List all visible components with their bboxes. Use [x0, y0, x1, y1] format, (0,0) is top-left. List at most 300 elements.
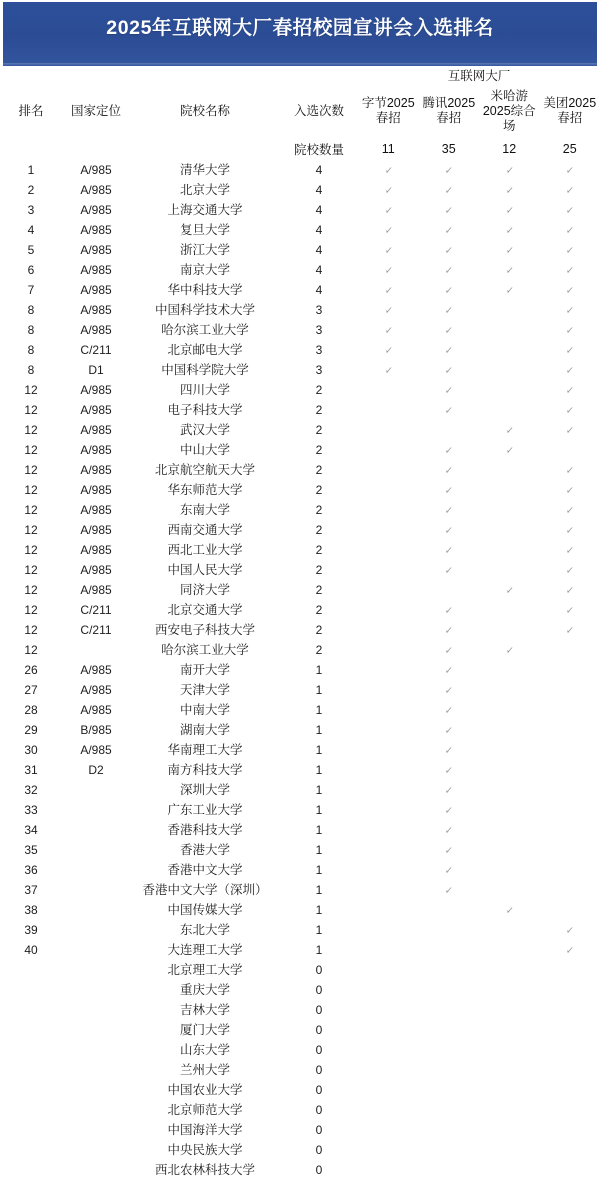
- check-icon: ✓: [505, 286, 514, 298]
- row-rank: 31: [0, 760, 62, 780]
- row-mark-tencent: [419, 720, 480, 740]
- row-mark-mihoyo: [479, 360, 540, 380]
- row-rank: 12: [0, 500, 62, 520]
- row-school: 北京交通大学: [130, 600, 280, 620]
- row-mark-tencent: [419, 300, 480, 320]
- row-mark-tencent: [419, 740, 480, 760]
- row-tier: [62, 1080, 130, 1100]
- row-tier: [62, 800, 130, 820]
- row-rank: 39: [0, 920, 62, 940]
- row-mark-bytedance: [358, 780, 419, 800]
- table-row: [0, 860, 600, 880]
- check-icon: ✓: [505, 446, 514, 458]
- table-row: [0, 820, 600, 840]
- row-mark-meituan: [540, 640, 600, 660]
- row-mark-tencent: [419, 1100, 480, 1120]
- row-tier: A/985: [62, 240, 130, 260]
- row-rank: [0, 1020, 62, 1040]
- row-school: 吉林大学: [130, 1000, 280, 1020]
- table-row: [0, 500, 600, 520]
- row-mark-bytedance: [358, 820, 419, 840]
- count-row-label: 院校数量: [280, 138, 358, 160]
- row-count: 1: [280, 940, 358, 960]
- row-tier: [62, 1040, 130, 1060]
- row-mark-meituan: [540, 1060, 600, 1080]
- check-icon: ✓: [384, 206, 393, 218]
- check-icon: ✓: [384, 366, 393, 378]
- row-mark-tencent: [419, 260, 480, 280]
- row-school: 中国农业大学: [130, 1080, 280, 1100]
- row-mark-tencent: [419, 1120, 480, 1140]
- table-row: [0, 700, 600, 720]
- row-rank: [0, 1040, 62, 1060]
- check-icon: ✓: [565, 626, 574, 638]
- table-row: [0, 1020, 600, 1040]
- row-rank: 12: [0, 580, 62, 600]
- row-mark-mihoyo: [479, 540, 540, 560]
- title-banner: [3, 2, 597, 66]
- check-icon: ✓: [565, 386, 574, 398]
- row-count: 1: [280, 880, 358, 900]
- row-rank: 12: [0, 640, 62, 660]
- row-tier: A/985: [62, 680, 130, 700]
- row-tier: D1: [62, 360, 130, 380]
- row-mark-meituan: [540, 440, 600, 460]
- row-school: 香港中文大学（深圳）: [130, 880, 280, 900]
- row-count: 0: [280, 980, 358, 1000]
- row-tier: D2: [62, 760, 130, 780]
- row-mark-meituan: [540, 860, 600, 880]
- row-tier: [62, 840, 130, 860]
- row-mark-meituan: [540, 220, 600, 240]
- row-rank: 40: [0, 940, 62, 960]
- col-header-count: 入选次数: [280, 84, 358, 138]
- col-header-school: 院校名称: [130, 84, 280, 138]
- row-rank: 2: [0, 180, 62, 200]
- table-row: [0, 720, 600, 740]
- table-row: [0, 920, 600, 940]
- row-mark-tencent: [419, 520, 480, 540]
- row-tier: A/985: [62, 300, 130, 320]
- row-count: 0: [280, 1040, 358, 1060]
- table-row: [0, 160, 600, 180]
- check-icon: ✓: [384, 306, 393, 318]
- row-mark-mihoyo: [479, 400, 540, 420]
- row-mark-meituan: [540, 820, 600, 840]
- row-count: 1: [280, 760, 358, 780]
- row-rank: [0, 980, 62, 1000]
- row-count: 4: [280, 220, 358, 240]
- row-school: 清华大学: [130, 160, 280, 180]
- check-icon: ✓: [444, 606, 453, 618]
- row-mark-meituan: [540, 520, 600, 540]
- row-tier: [62, 980, 130, 1000]
- row-mark-bytedance: [358, 920, 419, 940]
- row-mark-meituan: [540, 600, 600, 620]
- row-count: 3: [280, 300, 358, 320]
- row-mark-mihoyo: [479, 640, 540, 660]
- row-mark-meituan: [540, 940, 600, 960]
- row-tier: [62, 860, 130, 880]
- check-icon: ✓: [444, 366, 453, 378]
- table-row: [0, 940, 600, 960]
- row-rank: 33: [0, 800, 62, 820]
- row-mark-meituan: [540, 420, 600, 440]
- row-mark-bytedance: [358, 1140, 419, 1160]
- row-tier: [62, 900, 130, 920]
- row-mark-meituan: [540, 160, 600, 180]
- row-mark-bytedance: [358, 960, 419, 980]
- count-row-blank-rank: [0, 138, 62, 160]
- row-mark-bytedance: [358, 980, 419, 1000]
- table-row: [0, 180, 600, 200]
- page-title: 2025年互联网大厂春招校园宣讲会入选排名: [106, 12, 493, 40]
- row-mark-mihoyo: [479, 180, 540, 200]
- row-mark-mihoyo: [479, 860, 540, 880]
- check-icon: ✓: [444, 386, 453, 398]
- row-count: 2: [280, 460, 358, 480]
- check-icon: ✓: [565, 426, 574, 438]
- row-tier: A/985: [62, 420, 130, 440]
- row-rank: 12: [0, 600, 62, 620]
- row-mark-mihoyo: [479, 820, 540, 840]
- row-mark-bytedance: [358, 760, 419, 780]
- row-mark-mihoyo: [479, 960, 540, 980]
- row-rank: 12: [0, 540, 62, 560]
- row-school: 香港科技大学: [130, 820, 280, 840]
- row-tier: [62, 1140, 130, 1160]
- row-rank: [0, 1080, 62, 1100]
- row-school: 天津大学: [130, 680, 280, 700]
- check-icon: ✓: [444, 706, 453, 718]
- row-mark-meituan: [540, 800, 600, 820]
- check-icon: ✓: [444, 446, 453, 458]
- row-count: 2: [280, 380, 358, 400]
- row-tier: A/985: [62, 520, 130, 540]
- row-mark-meituan: [540, 1100, 600, 1120]
- row-mark-meituan: [540, 540, 600, 560]
- row-rank: 32: [0, 780, 62, 800]
- ranking-rows: [0, 160, 600, 1180]
- row-mark-meituan: [540, 300, 600, 320]
- row-rank: 7: [0, 280, 62, 300]
- row-school: 哈尔滨工业大学: [130, 320, 280, 340]
- row-count: 1: [280, 900, 358, 920]
- row-mark-tencent: [419, 980, 480, 1000]
- ranking-table: [0, 66, 600, 1180]
- row-mark-mihoyo: [479, 560, 540, 580]
- row-mark-bytedance: [358, 180, 419, 200]
- row-school: 西北农林科技大学: [130, 1160, 280, 1180]
- row-mark-meituan: [540, 1160, 600, 1180]
- row-mark-mihoyo: [479, 460, 540, 480]
- row-school: 西北工业大学: [130, 540, 280, 560]
- table-row: [0, 580, 600, 600]
- row-tier: A/985: [62, 560, 130, 580]
- row-mark-mihoyo: [479, 1020, 540, 1040]
- row-mark-bytedance: [358, 240, 419, 260]
- row-rank: 5: [0, 240, 62, 260]
- row-count: 4: [280, 160, 358, 180]
- check-icon: ✓: [444, 566, 453, 578]
- row-count: 2: [280, 580, 358, 600]
- check-icon: ✓: [384, 286, 393, 298]
- count-row-blank-school: [130, 138, 280, 160]
- check-icon: ✓: [444, 206, 453, 218]
- row-mark-tencent: [419, 840, 480, 860]
- check-icon: ✓: [505, 226, 514, 238]
- row-mark-bytedance: [358, 300, 419, 320]
- row-mark-mihoyo: [479, 620, 540, 640]
- check-icon: ✓: [565, 566, 574, 578]
- check-icon: ✓: [505, 586, 514, 598]
- row-mark-tencent: [419, 660, 480, 680]
- check-icon: ✓: [444, 786, 453, 798]
- check-icon: ✓: [565, 286, 574, 298]
- row-rank: 34: [0, 820, 62, 840]
- row-tier: A/985: [62, 200, 130, 220]
- check-icon: ✓: [444, 326, 453, 338]
- row-count: 2: [280, 540, 358, 560]
- row-school: 中山大学: [130, 440, 280, 460]
- check-icon: ✓: [565, 926, 574, 938]
- table-row: [0, 780, 600, 800]
- check-icon: ✓: [444, 246, 453, 258]
- row-mark-bytedance: [358, 540, 419, 560]
- row-mark-tencent: [419, 320, 480, 340]
- row-mark-meituan: [540, 1080, 600, 1100]
- row-mark-bytedance: [358, 720, 419, 740]
- check-icon: ✓: [565, 246, 574, 258]
- row-mark-bytedance: [358, 640, 419, 660]
- row-mark-tencent: [419, 940, 480, 960]
- row-mark-mihoyo: [479, 280, 540, 300]
- table-row: [0, 600, 600, 620]
- row-mark-meituan: [540, 760, 600, 780]
- row-count: 2: [280, 520, 358, 540]
- row-mark-meituan: [540, 1120, 600, 1140]
- col-header-company-mihoyo: 米哈游 2025综合 场: [479, 84, 540, 138]
- row-count: 3: [280, 360, 358, 380]
- count-meituan: 25: [540, 138, 600, 160]
- row-mark-tencent: [419, 760, 480, 780]
- row-count: 4: [280, 200, 358, 220]
- table-row: [0, 1040, 600, 1060]
- row-count: 1: [280, 780, 358, 800]
- row-mark-bytedance: [358, 380, 419, 400]
- check-icon: ✓: [565, 266, 574, 278]
- count-bytedance: 11: [358, 138, 419, 160]
- row-mark-bytedance: [358, 680, 419, 700]
- row-mark-meituan: [540, 840, 600, 860]
- row-rank: 27: [0, 680, 62, 700]
- row-count: 0: [280, 1140, 358, 1160]
- row-mark-tencent: [419, 600, 480, 620]
- row-mark-bytedance: [358, 940, 419, 960]
- row-school: 大连理工大学: [130, 940, 280, 960]
- row-rank: [0, 1160, 62, 1180]
- column-header-row: [0, 84, 600, 138]
- row-mark-tencent: [419, 200, 480, 220]
- row-rank: [0, 1100, 62, 1120]
- row-mark-tencent: [419, 420, 480, 440]
- row-mark-meituan: [540, 680, 600, 700]
- row-rank: 8: [0, 360, 62, 380]
- row-rank: 6: [0, 260, 62, 280]
- row-mark-bytedance: [358, 200, 419, 220]
- row-school: 四川大学: [130, 380, 280, 400]
- row-count: 2: [280, 620, 358, 640]
- row-school: 华南理工大学: [130, 740, 280, 760]
- row-mark-meituan: [540, 180, 600, 200]
- row-mark-tencent: [419, 1140, 480, 1160]
- table-row: [0, 520, 600, 540]
- table-row: [0, 240, 600, 260]
- row-school: 深圳大学: [130, 780, 280, 800]
- row-mark-meituan: [540, 560, 600, 580]
- row-mark-mihoyo: [479, 840, 540, 860]
- row-tier: [62, 820, 130, 840]
- row-mark-bytedance: [358, 1100, 419, 1120]
- table-row: [0, 360, 600, 380]
- row-tier: [62, 880, 130, 900]
- row-mark-meituan: [540, 960, 600, 980]
- row-rank: 12: [0, 480, 62, 500]
- row-mark-tencent: [419, 880, 480, 900]
- check-icon: ✓: [384, 186, 393, 198]
- row-count: 2: [280, 480, 358, 500]
- table-row: [0, 1160, 600, 1180]
- col-header-company-meituan: 美团2025 春招: [540, 84, 600, 138]
- row-mark-tencent: [419, 1060, 480, 1080]
- row-mark-mihoyo: [479, 700, 540, 720]
- row-rank: 4: [0, 220, 62, 240]
- row-tier: A/985: [62, 660, 130, 680]
- row-school: 华东师范大学: [130, 480, 280, 500]
- check-icon: ✓: [384, 266, 393, 278]
- row-tier: A/985: [62, 320, 130, 340]
- row-tier: A/985: [62, 160, 130, 180]
- col-header-tier: 国家定位: [62, 84, 130, 138]
- row-mark-mihoyo: [479, 1140, 540, 1160]
- row-mark-mihoyo: [479, 720, 540, 740]
- check-icon: ✓: [444, 726, 453, 738]
- row-mark-meituan: [540, 620, 600, 640]
- row-school: 南方科技大学: [130, 760, 280, 780]
- row-rank: [0, 1140, 62, 1160]
- row-mark-tencent: [419, 1160, 480, 1180]
- check-icon: ✓: [565, 506, 574, 518]
- row-mark-tencent: [419, 360, 480, 380]
- row-tier: A/985: [62, 580, 130, 600]
- row-mark-mihoyo: [479, 740, 540, 760]
- row-mark-mihoyo: [479, 940, 540, 960]
- row-mark-tencent: [419, 960, 480, 980]
- row-rank: 35: [0, 840, 62, 860]
- row-rank: 12: [0, 440, 62, 460]
- row-mark-bytedance: [358, 280, 419, 300]
- row-mark-bytedance: [358, 660, 419, 680]
- row-count: 0: [280, 1000, 358, 1020]
- row-school: 西安电子科技大学: [130, 620, 280, 640]
- row-count: 1: [280, 800, 358, 820]
- row-mark-tencent: [419, 180, 480, 200]
- row-mark-tencent: [419, 700, 480, 720]
- row-count: 2: [280, 500, 358, 520]
- row-mark-bytedance: [358, 400, 419, 420]
- table-row: [0, 1060, 600, 1080]
- table-row: [0, 620, 600, 640]
- row-rank: 8: [0, 340, 62, 360]
- row-school: 哈尔滨工业大学: [130, 640, 280, 660]
- check-icon: ✓: [565, 406, 574, 418]
- row-tier: A/985: [62, 180, 130, 200]
- row-mark-tencent: [419, 400, 480, 420]
- row-school: 电子科技大学: [130, 400, 280, 420]
- row-mark-tencent: [419, 820, 480, 840]
- row-mark-mihoyo: [479, 480, 540, 500]
- row-mark-mihoyo: [479, 440, 540, 460]
- row-mark-bytedance: [358, 520, 419, 540]
- row-mark-meituan: [540, 1020, 600, 1040]
- row-rank: 8: [0, 320, 62, 340]
- check-icon: ✓: [444, 266, 453, 278]
- row-school: 山东大学: [130, 1040, 280, 1060]
- row-mark-mihoyo: [479, 880, 540, 900]
- row-tier: [62, 1160, 130, 1180]
- row-mark-tencent: [419, 160, 480, 180]
- table-row: [0, 300, 600, 320]
- table-row: [0, 680, 600, 700]
- row-count: 0: [280, 1020, 358, 1040]
- row-mark-tencent: [419, 580, 480, 600]
- table-row: [0, 460, 600, 480]
- row-rank: 12: [0, 620, 62, 640]
- row-mark-mihoyo: [479, 1060, 540, 1080]
- row-mark-bytedance: [358, 1060, 419, 1080]
- row-mark-tencent: [419, 380, 480, 400]
- row-mark-meituan: [540, 380, 600, 400]
- row-tier: C/211: [62, 340, 130, 360]
- check-icon: ✓: [444, 646, 453, 658]
- row-mark-meituan: [540, 240, 600, 260]
- row-count: 3: [280, 320, 358, 340]
- check-icon: ✓: [444, 846, 453, 858]
- row-mark-meituan: [540, 260, 600, 280]
- row-school: 中国海洋大学: [130, 1120, 280, 1140]
- count-mihoyo: 12: [479, 138, 540, 160]
- table-row: [0, 560, 600, 580]
- row-mark-mihoyo: [479, 680, 540, 700]
- row-mark-mihoyo: [479, 580, 540, 600]
- row-school: 北京邮电大学: [130, 340, 280, 360]
- check-icon: ✓: [444, 526, 453, 538]
- table-row: [0, 660, 600, 680]
- count-row-blank-tier: [62, 138, 130, 160]
- row-school: 北京大学: [130, 180, 280, 200]
- row-count: 1: [280, 840, 358, 860]
- row-mark-bytedance: [358, 1120, 419, 1140]
- row-mark-tencent: [419, 800, 480, 820]
- row-school: 中国科学院大学: [130, 360, 280, 380]
- row-tier: [62, 640, 130, 660]
- check-icon: ✓: [444, 306, 453, 318]
- check-icon: ✓: [384, 226, 393, 238]
- row-mark-bytedance: [358, 440, 419, 460]
- row-mark-bytedance: [358, 900, 419, 920]
- row-mark-meituan: [540, 340, 600, 360]
- table-row: [0, 840, 600, 860]
